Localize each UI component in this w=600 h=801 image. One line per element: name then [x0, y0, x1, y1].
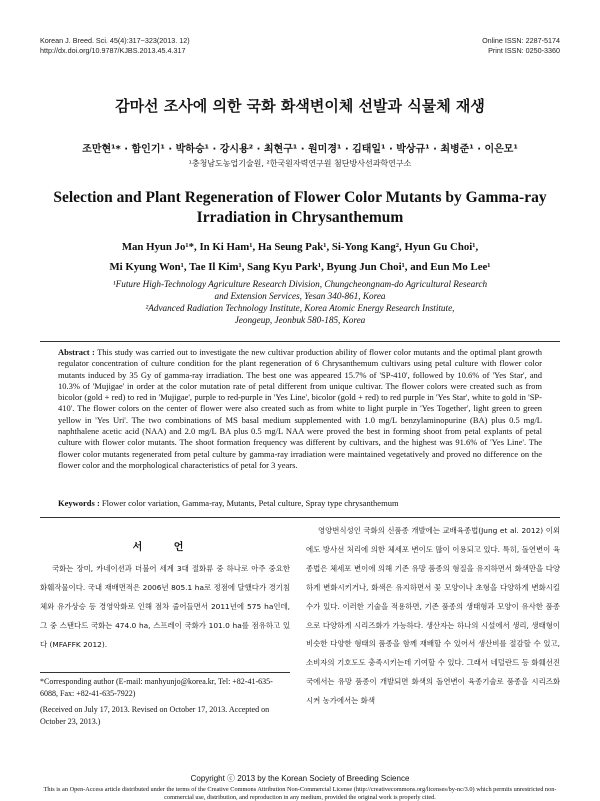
print-issn: Print ISSN: 0250-3360 [488, 46, 560, 55]
affiliation-2-line-1: ²Advanced Radiation Technology Institute, Korea Atomic Energy Research Institute, [145, 303, 455, 313]
received-dates-note: (Received on July 17, 2013. Revised on October 17, 2013. Accepted on October 23, 2013.) [40, 705, 270, 726]
affiliation-2-line-2: Jeongeup, Jeonbuk 580-185, Korea [234, 315, 366, 325]
journal-citation: Korean J. Breed. Sci. 45(4):317~323(2013. 12) [40, 36, 190, 45]
affiliation-1-line-2: and Extension Services, Yesan 340-861, Korea [214, 291, 386, 301]
keywords-text: Flower color variation, Gamma-ray, Mutants, Petal culture, Spray type chrysanthemum [101, 498, 399, 508]
keywords-label: Keywords : [58, 498, 100, 508]
korean-affiliations: ¹충청남도농업기술원, ²한국원자력연구원 첨단방사선과학연구소 [188, 159, 412, 168]
english-authors [40, 238, 560, 277]
copyright-line: Copyright ⓒ 2013 by the Korean Society of Breeding Science [190, 774, 410, 783]
abstract-top-rule [40, 341, 560, 342]
korean-authors: 조만현¹* · 함인기¹ · 박하승¹ · 강시용² · 최현구¹ · 원미경¹ · 김태일¹ · 박상규¹ · 최병준¹ · 이은모¹ [82, 144, 518, 155]
affiliation-1-line-1: ¹Future High-Technology Agriculture Research Division, Chungcheongnam-do Agricultural Research [112, 279, 488, 289]
intro-heading: 서 언 [132, 542, 198, 553]
corresponding-author-note: *Corresponding author (E-mail: manhyunjo@korea.kr, Tel: +82-41-635-6088, Fax: +82-41-635-7922) [40, 677, 273, 698]
footnote-rule [40, 672, 290, 673]
english-affiliations [60, 278, 540, 326]
english-authors-line-1: Man Hyun Jo¹*, In Ki Ham¹, Ha Seung Pak¹, Si-Yong Kang², Hyun Gu Choi¹, [121, 241, 479, 253]
doi-link[interactable]: http://dx.doi.org/10.9787/KJBS.2013.45.4.317 [40, 46, 186, 55]
english-authors-line-2: Mi Kyung Won¹, Tae Il Kim¹, Sang Kyu Park¹, Byung Jun Choi¹, and Eun Mo Lee¹ [109, 260, 491, 273]
abstract [58, 347, 542, 471]
abstract-bottom-rule [40, 517, 560, 518]
english-title: Selection and Plant Regeneration of Flower Color Mutants by Gamma-ray Irradiation in Chrysanthemum [53, 189, 547, 226]
keywords [58, 498, 542, 508]
online-issn: Online ISSN: 2287-5174 [482, 36, 560, 45]
intro-left-column: 국화는 장미, 카네이션과 더불어 세계 3대 절화류 중 하나로 아주 중요한 화훼작물이다. 국내 재배면적은 2006년 805.1 ha로 정점에 달했다가 경기침체와 유가상승 등 경영악화로 인해 점차 줄어들면서 2011년에 575 ha인데, 그 중 스탠다드 국화는 474.0 ha, 스프레이 국화가 101.0 ha를 점유하고 있다 (MFAFFK 2012). [40, 564, 290, 649]
korean-title: 감마선 조사에 의한 국화 화색변이체 선발과 식물체 재생 [115, 97, 485, 115]
abstract-label: Abstract : [58, 347, 95, 357]
abstract-text: This study was carried out to investigate the new cultivar production ability of flower color mutants and the optimal plant growth regulator concentration of culture condition for the plant regeneration of 6 Chrysanthemum cultivars using petal culture with flower color mutants induced by 35 Gy of gamma-ray irradiation. The best one was appeared 15.7% of 'SP-410', followed by 10.6% of 'Yes Star', and 10.3% of 'Mujigae' in order at the color mutation rate of petal different from unique cultivar. The flower colors were created such as from bicolor (gold + red) to red in 'Mujigae', purple to red-purple in 'Yes Line', bicolor (gold + red) to red purple in 'Yes Star', white to gold in 'SP-410'. The flower colors on the center of flower were also created such as from white to light purple in 'Yes Together', light green to green yellow in 'Yes Uri'. The two combinations of MS basal medium supplemented with 1.0 mg/L benzylaminopurine (BA) plus 0.5 mg/L naphthalene acetic acid (NAA) and 2.0 mg/L BA plus 0.5 mg/L NAA were proved the best in forming shoot from petal explants of petal culture with flower color mutants. The shoot formation frequency was different by cultivars, and the highest was 91.6% of 'Yes Line'. The flower color mutants regenerated from petal culture by gamma-ray irradiation were maintained vegetatively and proved no difference on the flower color and the morphological characteristics of petal for 3 years. [58, 347, 542, 470]
intro-right-column: 영양번식성인 국화의 신품종 개발에는 교배육종법(Jung et al. 2012) 이외에도 방사선 처리에 의한 체세포 변이도 많이 이용되고 있다. 특히, 돌연변이 육종법은 체세포 변이에 의해 기존 유망 품종의 형질을 유지하면서 화색만을 다양하게 변화시키거나, 화색은 유지하면서 꽃 모양이나 초형을 다양하게 변화시킬 수가 있다. 이러한 기술을 적용하면, 기존 품종의 생태형과 모양이 유사한 품종으로 다양하게 시리즈화가 가능하다. 생산자는 하나의 시설에서 생리, 생태형이 비슷한 다양한 형태의 품종을 함께 재배할 수 있어서 생산비를 절감할 수 있고, 소비자의 기호도도 충족시키는데 기여할 수 있다. 그래서 네덜란드 등 화훼선진국에서는 유망 품종이 개발되면 화색의 돌연변이 육종기술로 품종을 시리즈화시켜 농가에서는 화색 [306, 526, 560, 706]
license-notice: This is an Open-Access article distributed under the terms of the Creative Commons Attribution Non-Commercial License (http://creativecommons.org/licenses/by-nc/3.0) which permits unrestricted non-commercial use, distribution, and reproduction in any medium, provided the original work is properly cited. [43, 786, 557, 801]
